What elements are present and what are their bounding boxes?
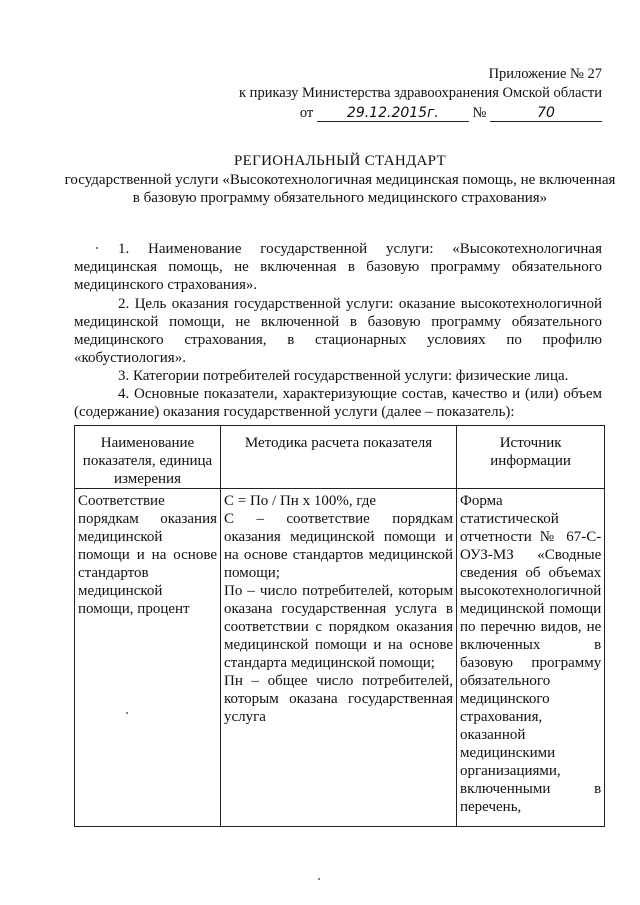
method-c-definition: С – соответствие порядкам оказания медицинской помощи и на основе стандартов медицинской помощи;: [224, 511, 453, 581]
paragraph-2: 2. Цель оказания государственной услуги: оказание высокотехнологичной медицинской помощи, не включенной в базовую программу обязательного медицинского страхования, в стационарных условиях по профилю «кобустиология».: [74, 296, 602, 366]
date-handwritten: 29.12.2015г.: [317, 105, 469, 122]
cell-indicator: Соответствие порядкам оказания медицинской помощи и на основе стандартов медицинской помощи, процент: [75, 489, 221, 827]
standard-title: РЕГИОНАЛЬНЫЙ СТАНДАРТ: [234, 153, 446, 169]
method-formula: С = По / Пн х 100%, где: [224, 493, 377, 509]
table-header-row: [75, 426, 605, 489]
table-row: [75, 489, 605, 827]
order-reference: к приказу Министерства здравоохранения Омской области: [239, 85, 602, 101]
paragraph-3: 3. Категории потребителей государственной услуги: физические лица.: [118, 368, 569, 384]
number-prefix: №: [472, 105, 487, 121]
date-prefix: от: [299, 105, 314, 121]
number-handwritten: 70: [490, 105, 602, 122]
cell-method: [221, 489, 457, 827]
cell-source: Форма статистической отчетности № 67-С-ОУЗ-МЗ «Сводные сведения об объемах высокотехнологичной медицинской помощи по перечню видов, не включенных в базовую программу обязательного медицинского страхования, оказанной медицинскими организациями, включенными в перечень,: [457, 489, 605, 827]
method-po-definition: По – число потребителей, которым оказана государственная услуга в соответствии с порядком оказания медицинской помощи и на основе стандарта медицинской помощи;: [224, 583, 453, 671]
order-date-line: [300, 104, 602, 122]
scan-speck: [318, 878, 320, 880]
paragraph-4: 4. Основные показатели, характеризующие состав, качество и (или) объем (содержание) оказания государственной услуги (далее – показатель):: [74, 386, 602, 420]
paragraph-1: 1. Наименование государственной услуги: «Высокотехнологичная медицинская помощь, не включенная в базовую программу обязательного медицинского страхования».: [74, 241, 602, 293]
standard-subtitle: государственной услуги «Высокотехнологичная медицинская помощь, не включенная в базовую программу обязательного медицинского страхования»: [64, 172, 616, 206]
indicators-table: [74, 425, 605, 827]
header-indicator: Наименование показателя, единица измерения: [75, 426, 221, 489]
scan-speck: [126, 712, 128, 714]
header-method: Методика расчета показателя: [221, 426, 457, 489]
header-source: Источник информации: [457, 426, 605, 489]
scan-speck: [96, 247, 98, 249]
method-pn-definition: Пн – общее число потребителей, которым оказана государственная услуга: [224, 673, 453, 725]
appendix-number: Приложение № 27: [488, 66, 602, 82]
